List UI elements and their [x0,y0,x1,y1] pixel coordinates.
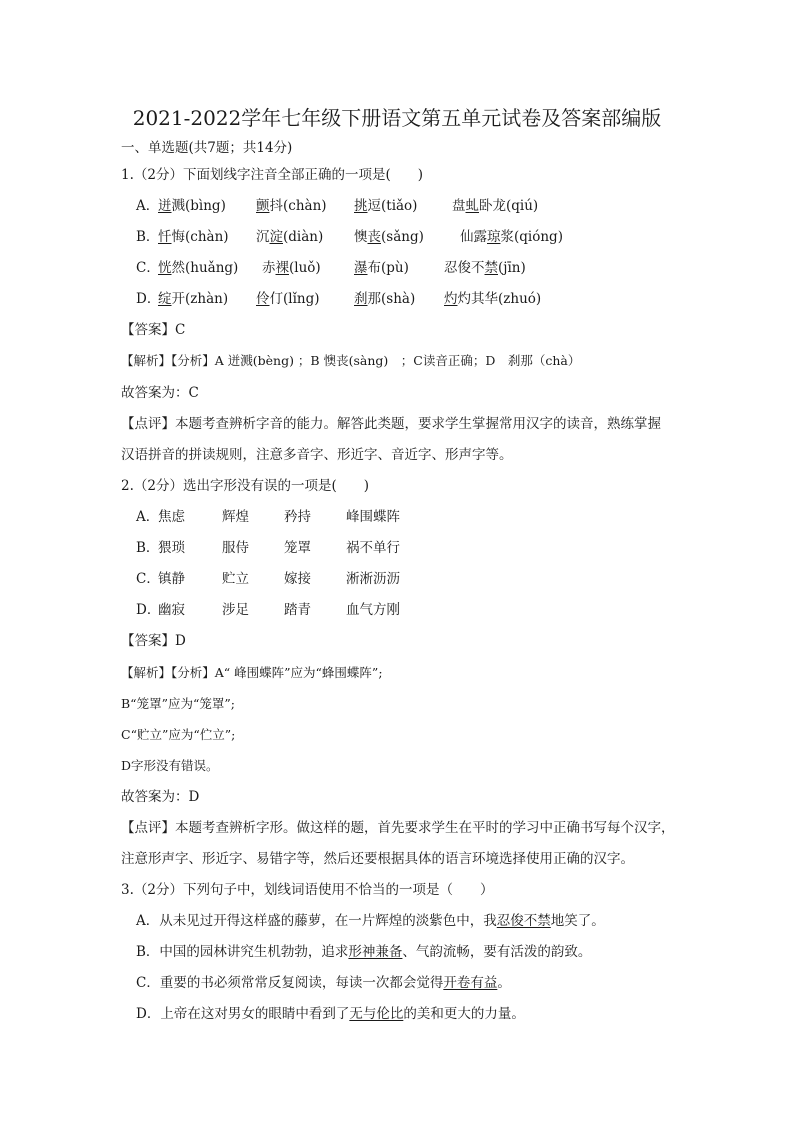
q1-answer: 【答案】C [121,322,186,338]
q1-stem: 1.（2分）下面划线字注音全部正确的一项是( ) [121,167,424,183]
q2-analysis-line2: B“笼罩”应为“笼罩”; [121,696,235,711]
q1-analysis: 【解析】【分析】A 迸溅(bèng) ；B 懊丧(sàng) ；C读音正确；D 刹那（chà） [121,353,581,368]
q1-comment-line2: 汉语拼音的拼读规则，注意多音字、形近字、音近字、形声字等。 [121,447,513,463]
exam-page: 2021-2022学年七年级下册语文第五单元试卷及答案部编版 一、单选题(共7题；共14分) 1.（2分）下面划线字注音全部正确的一项是( ) A． 迸溅(bìng) 颤抖(chàn) 挑逗(tiǎo) 盘虬卧龙(qiú) B． 忏悔(chàn) 沉淀(diàn) 懊丧(sǎng) 仙露琼浆(qióng) C． 恍然(huǎng) 赤裸(luǒ) 瀑布(pù) 忍俊不禁(jīn) D． 绽开(zhàn) 伶仃(lǐng) 刹那(shà) 灼灼其华(zhuó) 【答案】C 【解析】【分析】A 迸溅(bèng) ；B 懊丧(sàng) ；C读音正确；D 刹那（chà） 故答案为：C 【点评】本题考查辨析字音的能力。解答此类题，要求学生掌握常用汉字的读音，熟练掌握 汉语拼音的拼读规则，注意多音字、形近字、音近字、形声字等。 2.（2分）选出字形没有误的一项是( ) A． 焦虑 辉煌 矜持 峰围蝶阵 B． 猥琐 服侍 笼罩 祸不单行 C． 镇静 贮立 嫁接 淅淅沥沥 D． 幽寂 涉足 踏青 血气方刚 【答案】D 【解析】【分析】A“ 峰围蝶阵”应为“蜂围蝶阵”; B“笼罩”应为“笼罩”; C“贮立”应为“伫立”; D字形没有错误。 故答案为：D 【点评】本题考查辨析字形。做这样的题，首先要求学生在平时的学习中正确书写每个汉字， 注意形声字、形近字、易错字等，然后还要根据具体的语言环境选择使用正确的汉字。 3.（2分）下列句子中，划线词语使用不恰当的一项是（ ） A．从未见过开得这样盛的藤萝，在一片辉煌的淡紫色中，我忍俊不禁地笑了。 B．中国的园林讲究生机勃勃，追求形神兼备、气韵流畅，要有活泼的韵致。 C．重要的书必须常常反复阅读，每读一次都会觉得开卷有益。 D．上帝在这对男女的眼睛中看到了无与伦比的美和更大的力量。 [0,0,794,1123]
q3-stem: 3.（2分）下列句子中，划线词语使用不恰当的一项是（ ） [121,882,494,898]
q2-comment-line1: 【点评】本题考查辨析字形。做这样的题，首先要求学生在平时的学习中正确书写每个汉字， [121,820,675,836]
q2-comment-line2: 注意形声字、形近字、易错字等，然后还要根据具体的语言环境选择使用正确的汉字。 [121,851,634,867]
q3-option-b[interactable]: B．中国的园林讲究生机勃勃，追求形神兼备、气韵流畅，要有活泼的韵致。 [136,944,592,960]
section-heading: 一、单选题(共7题；共14分) [121,140,293,156]
q3-option-d[interactable]: D．上帝在这对男女的眼睛中看到了无与伦比的美和更大的力量。 [136,1006,525,1022]
document-title: 2021-2022学年七年级下册语文第五单元试卷及答案部编版 [132,106,662,130]
q1-result: 故答案为：C [121,385,199,401]
q3-option-c[interactable]: C．重要的书必须常常反复阅读，每读一次都会觉得开卷有益。 [136,975,511,991]
q2-analysis-line3: C“贮立”应为“伫立”; [121,727,236,742]
q1-comment-line1: 【点评】本题考查辨析字音的能力。解答此类题，要求学生掌握常用汉字的读音，熟练掌握 [121,416,661,432]
q3-option-a[interactable]: A．从未见过开得这样盛的藤萝，在一片辉煌的淡紫色中，我忍俊不禁地笑了。 [136,913,605,929]
q2-analysis-line1: 【解析】【分析】A“ 峰围蝶阵”应为“蜂围蝶阵”; [121,665,383,680]
q2-stem: 2.（2分）选出字形没有误的一项是( ) [121,478,370,494]
q2-analysis-line4: D字形没有错误。 [121,758,219,773]
q2-answer: 【答案】D [121,633,186,649]
q2-result: 故答案为：D [121,789,200,805]
